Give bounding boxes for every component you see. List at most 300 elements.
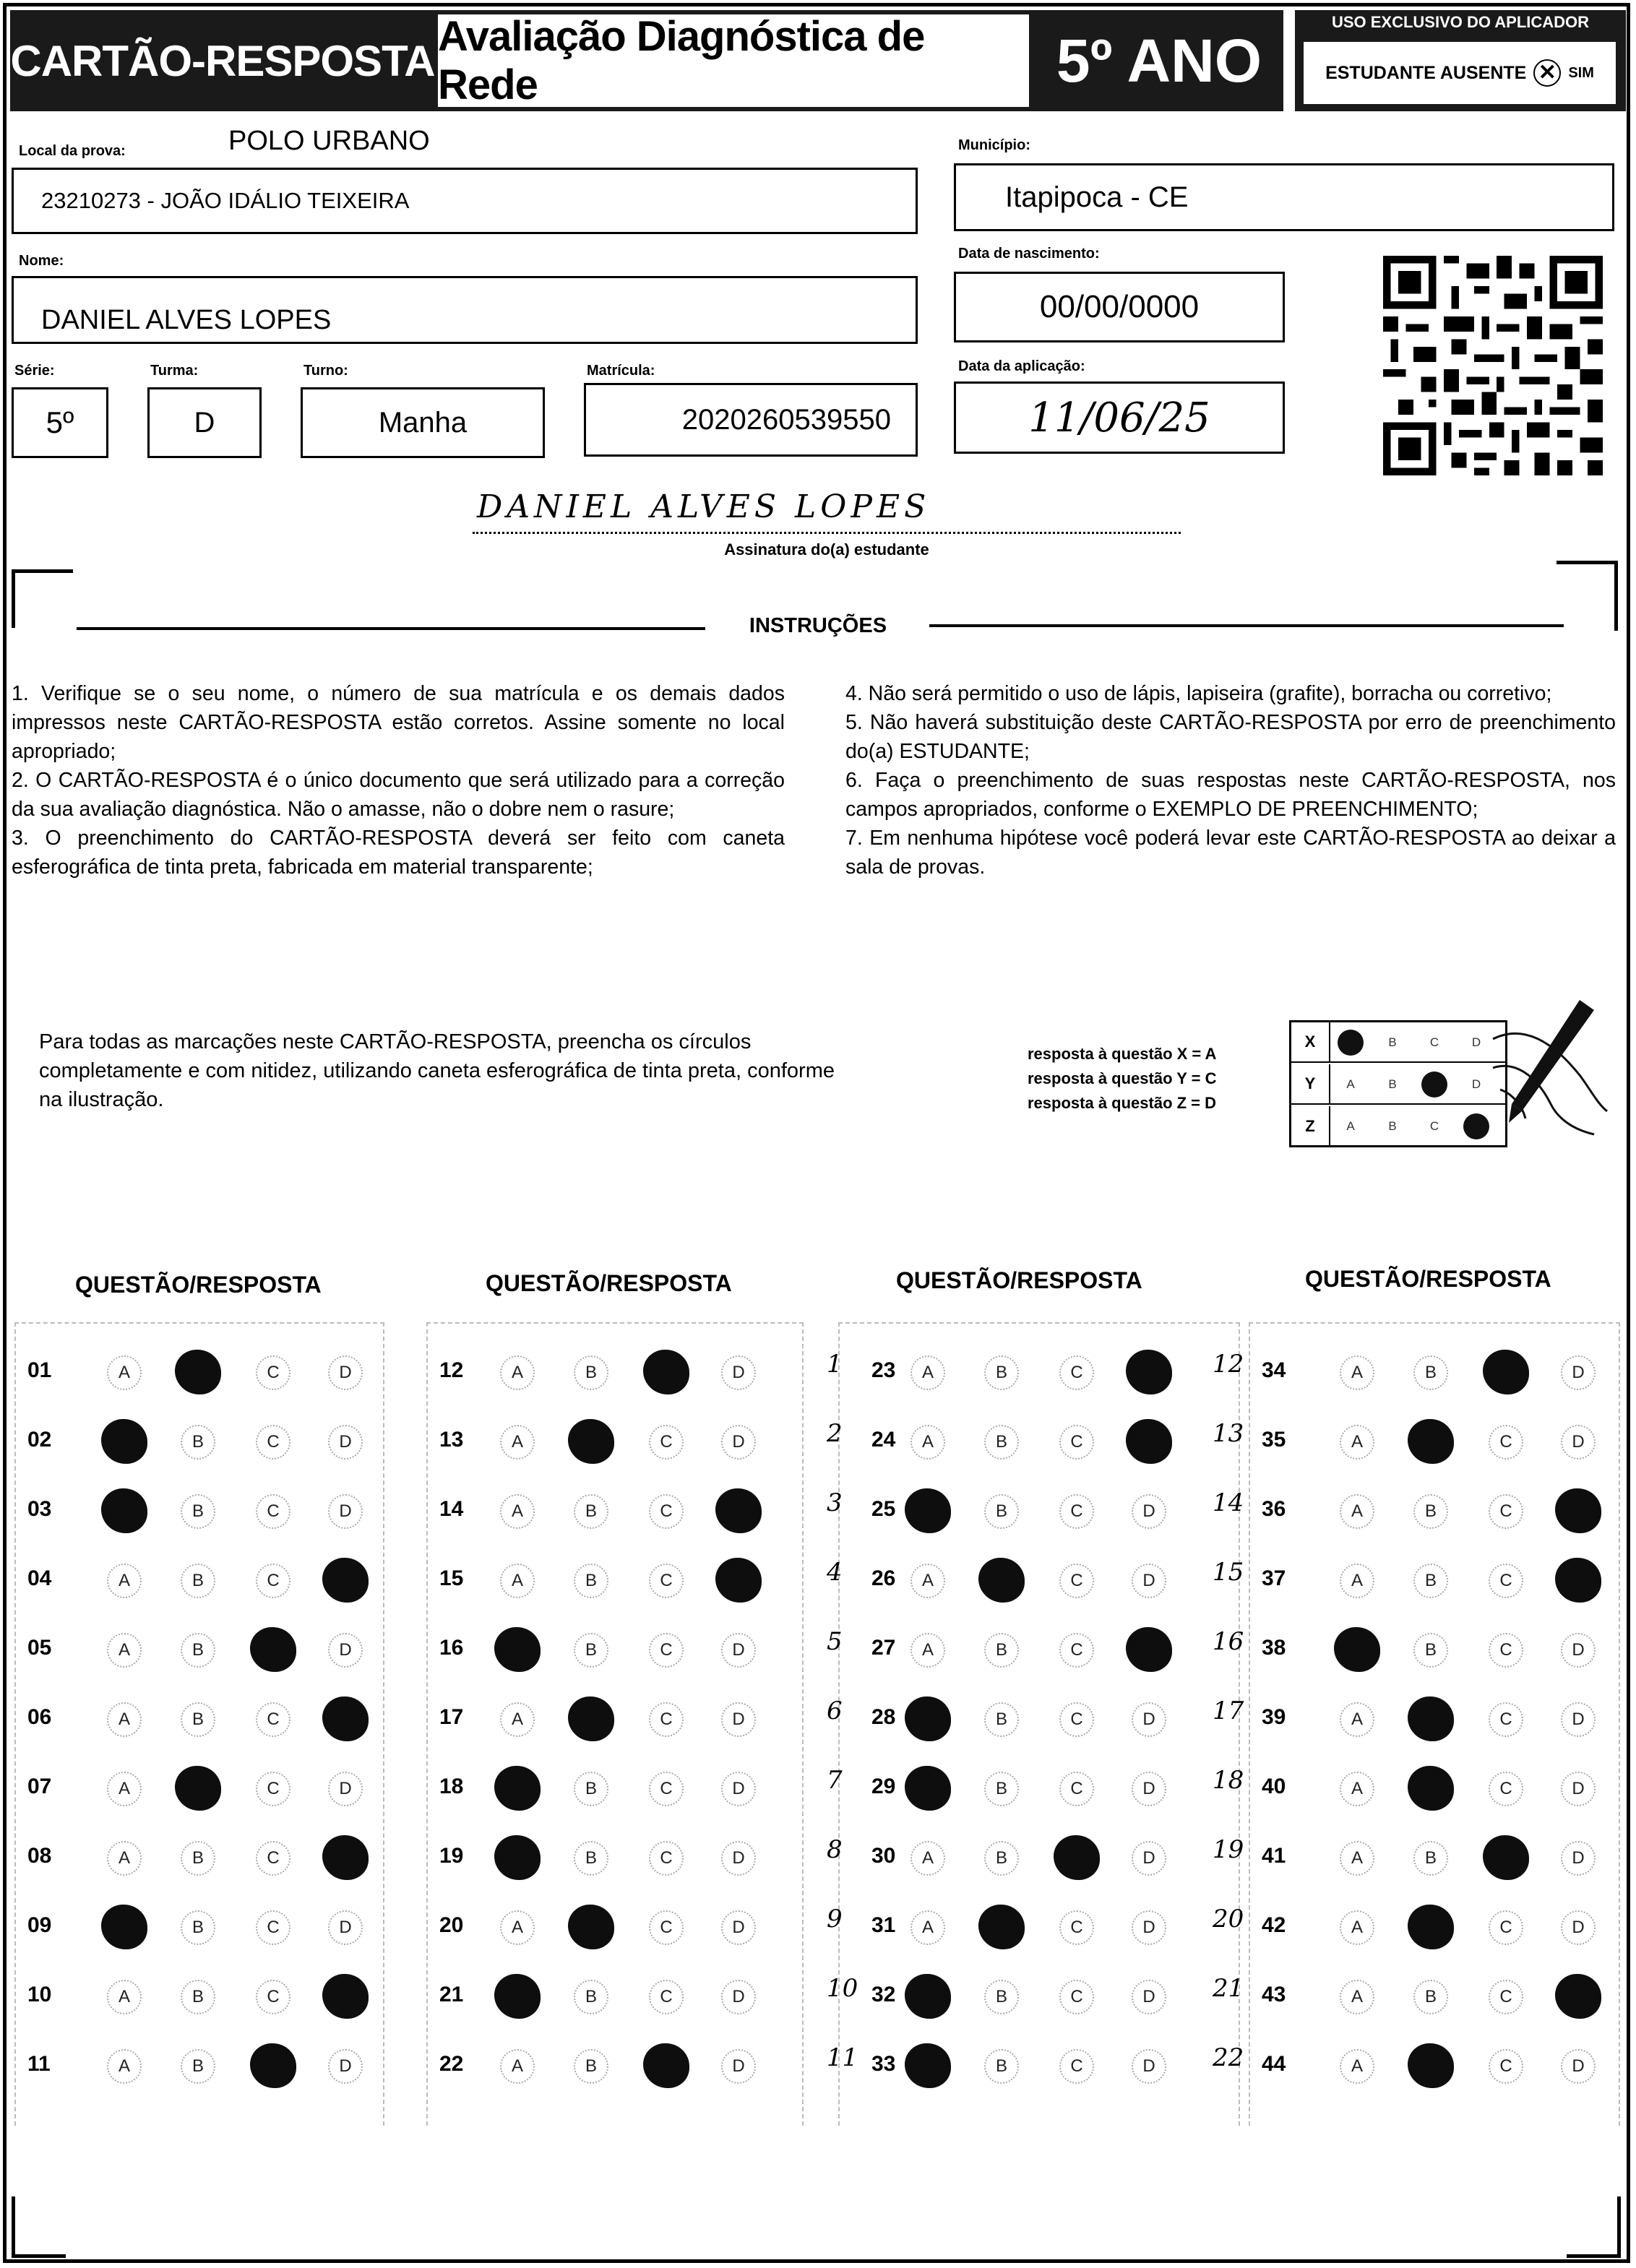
answer-bubble-a[interactable]: A — [107, 1772, 142, 1806]
question-number: 21 — [439, 1983, 464, 2006]
nome-field[interactable] — [12, 276, 918, 344]
answer-bubble-a[interactable]: A — [1340, 1980, 1374, 2014]
answer-bubble-c[interactable]: C — [1489, 1702, 1523, 1737]
question-number: 14 — [439, 1497, 464, 1521]
answer-bubble-a[interactable]: A — [910, 1841, 945, 1876]
answer-bubble-d[interactable]: D — [721, 1633, 756, 1668]
answer-bubble-b[interactable]: B — [574, 1772, 608, 1806]
answer-bubble-b[interactable]: B — [181, 2049, 215, 2084]
answer-bubble-a[interactable]: A — [1340, 2049, 1374, 2084]
answer-bubble-d[interactable]: D — [1132, 1910, 1166, 1945]
answer-bubble-c[interactable]: C — [1489, 1564, 1523, 1598]
question-row — [16, 1964, 386, 2033]
answer-bubble-c[interactable]: C — [1059, 1702, 1094, 1737]
nome-value: DANIEL ALVES LOPES — [41, 305, 332, 335]
question-number: 06 — [27, 1705, 52, 1729]
question-row — [428, 1617, 805, 1686]
answer-column — [1213, 1322, 1620, 2126]
answer-bubble-a[interactable]: A — [107, 1564, 142, 1598]
answer-bubble-d[interactable]: D — [1561, 1841, 1596, 1876]
answer-bubble-d[interactable]: D — [1132, 1772, 1166, 1806]
answer-bubble-d[interactable]: D — [1132, 2049, 1166, 2084]
answer-bubble-c[interactable]: C — [256, 1841, 290, 1876]
question-row — [428, 1548, 805, 1617]
answer-bubble-a[interactable] — [905, 1488, 951, 1533]
question-number: 42 — [1262, 1913, 1286, 1937]
pen-hand-icon — [1471, 996, 1609, 1140]
municipio-field[interactable] — [954, 163, 1614, 231]
answer-bubble-c[interactable]: C — [1489, 1772, 1523, 1806]
answer-bubble-b[interactable]: B — [1413, 1633, 1448, 1668]
answer-bubble-b[interactable] — [1408, 1905, 1454, 1949]
answer-bubble-d[interactable] — [1126, 1350, 1172, 1394]
answer-bubble-d[interactable]: D — [328, 1425, 363, 1459]
answer-bubble-d[interactable]: D — [328, 1772, 363, 1806]
answer-bubble-c[interactable]: C — [649, 1702, 684, 1737]
question-number: 31 — [871, 1913, 896, 1937]
answer-bubble-d[interactable]: D — [721, 1355, 756, 1390]
handwritten-number: 18 — [1213, 1766, 1244, 1795]
answer-column — [426, 1322, 804, 2126]
answer-bubble-b[interactable]: B — [574, 1633, 608, 1668]
answer-bubble-b[interactable]: B — [181, 1702, 215, 1737]
matricula-label: Matrícula: — [587, 363, 655, 379]
answer-bubble-b[interactable]: B — [181, 1980, 215, 2014]
answer-bubble-a[interactable]: A — [107, 1980, 142, 2014]
answer-bubble-a[interactable]: A — [1340, 1494, 1374, 1529]
handwritten-number: 1 — [827, 1350, 843, 1379]
handwritten-number: 6 — [827, 1696, 843, 1725]
absent-checkbox[interactable]: ✕ — [1533, 59, 1561, 87]
answer-bubble-b[interactable] — [175, 1350, 221, 1394]
answer-bubble-c[interactable]: C — [649, 1564, 684, 1598]
turno-field[interactable] — [301, 387, 545, 458]
instruction-3: 3. O preenchimento do CARTÃO-RESPOSTA deverá ser feito com caneta esferográfica de tinta preta, fabricada em material transparente; — [12, 827, 785, 879]
question-row — [1213, 1409, 1622, 1478]
answer-bubble-d[interactable]: D — [328, 1494, 363, 1529]
answer-bubble-d[interactable] — [1126, 1419, 1172, 1464]
answer-bubble-c[interactable]: C — [1489, 1910, 1523, 1945]
answer-bubble-a[interactable]: A — [910, 1564, 945, 1598]
question-number: 07 — [27, 1775, 52, 1798]
question-number: 38 — [1262, 1636, 1286, 1660]
answer-bubble-c[interactable]: C — [1489, 1980, 1523, 2014]
handwritten-number: 8 — [827, 1835, 843, 1864]
question-number: 09 — [27, 1913, 52, 1937]
answer-bubble-d[interactable] — [715, 1488, 762, 1533]
answer-bubble-b[interactable]: B — [574, 1355, 608, 1390]
question-row — [1213, 1756, 1622, 1825]
answer-bubble-a[interactable]: A — [107, 1841, 142, 1876]
answer-bubble-d[interactable]: D — [328, 2049, 363, 2084]
exam-title: Avaliação Diagnóstica de Rede — [438, 14, 1029, 107]
answer-bubble-c[interactable]: C — [649, 1910, 684, 1945]
handwritten-number: 10 — [827, 1974, 858, 2003]
answer-bubble-a[interactable]: A — [1340, 1564, 1374, 1598]
answer-bubble-a[interactable]: A — [500, 1910, 535, 1945]
handwritten-number: 21 — [1213, 1974, 1244, 2003]
answer-bubble-d[interactable] — [1555, 1974, 1601, 2019]
answer-bubble-d[interactable]: D — [1132, 1841, 1166, 1876]
municipio-value: Itapipoca - CE — [1005, 181, 1189, 213]
answer-bubble-b[interactable]: B — [984, 1633, 1019, 1668]
question-row — [16, 2033, 386, 2103]
answer-bubble-a[interactable] — [494, 1974, 541, 2019]
answer-bubble-a[interactable] — [101, 1488, 147, 1533]
question-number: 05 — [27, 1636, 52, 1660]
answer-bubble-a[interactable]: A — [107, 1633, 142, 1668]
question-number: 13 — [439, 1428, 464, 1452]
answer-bubble-b[interactable] — [175, 1766, 221, 1811]
answer-bubble-d[interactable]: D — [1561, 1910, 1596, 1945]
answer-bubble-d[interactable]: D — [721, 1980, 756, 2014]
question-row — [827, 1617, 1241, 1686]
answer-bubble-c[interactable]: C — [649, 1841, 684, 1876]
applicator-box — [1295, 10, 1626, 111]
answer-bubble-c[interactable] — [1483, 1835, 1529, 1880]
answer-bubble-c[interactable]: C — [1489, 1425, 1523, 1459]
question-row — [428, 1894, 805, 1964]
answer-bubble-d[interactable]: D — [1561, 1772, 1596, 1806]
question-number: 03 — [27, 1497, 52, 1521]
answer-bubble-a[interactable] — [101, 1905, 147, 1949]
handwritten-number: 19 — [1213, 1835, 1244, 1864]
answer-bubble-d[interactable]: D — [1561, 1633, 1596, 1668]
instruction-4: 4. Não será permitido o uso de lápis, lapiseira (grafite), borracha ou corretivo; — [845, 682, 1552, 705]
answer-bubble-b[interactable]: B — [984, 1355, 1019, 1390]
handwritten-number: 20 — [1213, 1905, 1244, 1933]
answer-bubble-d[interactable]: D — [328, 1633, 363, 1668]
handwritten-number: 16 — [1213, 1627, 1244, 1656]
answer-bubble-a[interactable]: A — [910, 1425, 945, 1459]
answer-bubble-d[interactable]: D — [721, 2049, 756, 2084]
answer-bubble-c[interactable]: C — [649, 1425, 684, 1459]
school-field[interactable] — [12, 168, 918, 234]
example-legend — [1028, 1042, 1216, 1116]
answer-bubble-b[interactable]: B — [181, 1841, 215, 1876]
serie-field[interactable] — [12, 387, 108, 458]
answer-bubble-a[interactable]: A — [910, 1355, 945, 1390]
turma-value: D — [194, 406, 215, 439]
legend-x: resposta à questão X = A — [1028, 1045, 1217, 1063]
answer-bubble-c[interactable]: C — [1489, 1494, 1523, 1529]
example-option-filled: C — [1421, 1072, 1447, 1098]
answer-bubble-b[interactable]: B — [984, 2049, 1019, 2084]
absent-yes: SIM — [1568, 64, 1594, 81]
answer-bubble-d[interactable]: D — [721, 1772, 756, 1806]
question-row — [827, 2033, 1241, 2103]
answer-bubble-b[interactable]: B — [1413, 1355, 1448, 1390]
question-number: 17 — [439, 1705, 464, 1729]
example-text: Para todas as marcações neste CARTÃO-RESPOSTA, preencha os círculos completamente e com nitidez, utilizando caneta esferográfica de tinta preta, conforme na ilustração. — [39, 1030, 835, 1111]
answer-bubble-b[interactable]: B — [574, 1841, 608, 1876]
answer-bubble-c[interactable]: C — [1059, 1980, 1094, 2014]
answer-bubble-b[interactable]: B — [574, 1564, 608, 1598]
answer-bubble-b[interactable]: B — [984, 1841, 1019, 1876]
question-row — [827, 1964, 1241, 2033]
answer-bubble-c[interactable] — [643, 2043, 689, 2088]
example-option: C — [1429, 1119, 1439, 1133]
section-title: QUESTÃO/RESPOSTA — [896, 1267, 1142, 1293]
answer-bubble-d[interactable] — [1126, 1627, 1172, 1672]
handwritten-number: 22 — [1213, 2043, 1244, 2072]
answer-bubble-c[interactable]: C — [1059, 1494, 1094, 1529]
turma-field[interactable] — [147, 387, 262, 458]
answer-bubble-a[interactable]: A — [500, 1355, 535, 1390]
answer-bubble-c[interactable]: C — [256, 1564, 290, 1598]
answer-bubble-a[interactable] — [905, 1974, 951, 2019]
answer-bubble-a[interactable] — [905, 1696, 951, 1741]
answer-bubble-a[interactable]: A — [1340, 1702, 1374, 1737]
card-title: CARTÃO-RESPOSTA — [10, 36, 435, 85]
answer-bubble-d[interactable] — [1555, 1558, 1601, 1603]
question-number: 01 — [27, 1358, 52, 1382]
instruction-1: 1. Verifique se o seu nome, o número de sua matrícula e os demais dados impressos neste CARTÃO-RESPOSTA estão corretos. Assine somente no local apropriado; — [12, 682, 785, 763]
answer-bubble-a[interactable]: A — [500, 1564, 535, 1598]
answer-bubble-c[interactable] — [1054, 1835, 1100, 1880]
answer-bubble-a[interactable]: A — [500, 2049, 535, 2084]
answer-bubble-a[interactable] — [494, 1835, 541, 1880]
turma-label: Turma: — [150, 363, 199, 379]
answer-bubble-d[interactable]: D — [328, 1910, 363, 1945]
answer-bubble-c[interactable]: C — [1059, 1564, 1094, 1598]
answer-bubble-c[interactable]: C — [1489, 1633, 1523, 1668]
answer-bubble-c[interactable]: C — [1059, 1772, 1094, 1806]
answer-bubble-d[interactable]: D — [721, 1702, 756, 1737]
legend-z: resposta à questão Z = D — [1028, 1094, 1217, 1112]
question-row — [1213, 1548, 1622, 1617]
question-number: 34 — [1262, 1358, 1286, 1382]
answer-bubble-d[interactable]: D — [1132, 1494, 1166, 1529]
aplicacao-label: Data da aplicação: — [958, 358, 1085, 374]
answer-bubble-c[interactable]: C — [1059, 1633, 1094, 1668]
question-row — [428, 1340, 805, 1409]
answer-bubble-d[interactable]: D — [721, 1841, 756, 1876]
instructions-left — [12, 679, 785, 881]
answer-bubble-b[interactable]: B — [574, 2049, 608, 2084]
question-number: 24 — [871, 1428, 896, 1452]
signature: DANIEL ALVES LOPES — [477, 488, 931, 525]
answer-bubble-b[interactable] — [568, 1905, 614, 1949]
question-number: 30 — [871, 1844, 896, 1868]
answer-bubble-b[interactable]: B — [181, 1910, 215, 1945]
answer-bubble-b[interactable] — [1408, 2043, 1454, 2088]
answer-bubble-b[interactable]: B — [984, 1702, 1019, 1737]
question-number: 18 — [439, 1775, 464, 1798]
answer-bubble-a[interactable]: A — [500, 1494, 535, 1529]
question-row — [1213, 1686, 1622, 1756]
answer-bubble-b[interactable]: B — [181, 1494, 215, 1529]
turno-value: Manha — [378, 406, 468, 439]
answer-bubble-b[interactable]: B — [1413, 1980, 1448, 2014]
answer-bubble-b[interactable]: B — [181, 1564, 215, 1598]
answer-bubble-b[interactable]: B — [181, 1425, 215, 1459]
question-number: 16 — [439, 1636, 464, 1660]
answer-bubble-d[interactable] — [322, 1558, 369, 1603]
answer-bubble-b[interactable]: B — [574, 1494, 608, 1529]
answer-bubble-a[interactable]: A — [500, 1425, 535, 1459]
answer-bubble-b[interactable]: B — [984, 1425, 1019, 1459]
answer-bubble-d[interactable] — [715, 1558, 762, 1603]
answer-column — [14, 1322, 384, 2126]
question-number: 43 — [1262, 1983, 1286, 2006]
signature-label: Assinatura do(a) estudante — [724, 540, 929, 559]
answer-bubble-c[interactable] — [643, 1350, 689, 1394]
answer-bubble-c[interactable]: C — [256, 1980, 290, 2014]
answer-bubble-a[interactable] — [494, 1766, 541, 1811]
answer-bubble-c[interactable] — [250, 2043, 296, 2088]
answer-bubble-a[interactable] — [101, 1419, 147, 1464]
question-row — [16, 1825, 386, 1894]
question-number: 19 — [439, 1844, 464, 1868]
answer-bubble-c[interactable]: C — [1059, 1355, 1094, 1390]
answer-bubble-d[interactable]: D — [1132, 1980, 1166, 2014]
answer-bubble-c[interactable]: C — [256, 1910, 290, 1945]
answer-bubble-a[interactable]: A — [1340, 1355, 1374, 1390]
answer-bubble-b[interactable]: B — [984, 1980, 1019, 2014]
example-q: X — [1291, 1022, 1330, 1061]
aplicacao-value: 11/06/25 — [1028, 394, 1210, 441]
answer-bubble-b[interactable] — [1408, 1766, 1454, 1811]
question-row — [16, 1409, 386, 1478]
answer-bubble-b[interactable]: B — [984, 1494, 1019, 1529]
aplicacao-field[interactable] — [954, 381, 1285, 454]
handwritten-number: 5 — [827, 1627, 843, 1656]
answer-bubble-c[interactable]: C — [1059, 2049, 1094, 2084]
answer-bubble-a[interactable] — [494, 1627, 541, 1672]
question-number: 20 — [439, 1913, 464, 1937]
handwritten-number: 4 — [827, 1558, 843, 1587]
answer-bubble-c[interactable] — [250, 1627, 296, 1672]
answer-bubble-c[interactable]: C — [256, 1702, 290, 1737]
answer-bubble-d[interactable]: D — [1561, 1702, 1596, 1737]
answer-bubble-a[interactable]: A — [1340, 1841, 1374, 1876]
nascimento-field[interactable] — [954, 272, 1285, 342]
question-row — [428, 1825, 805, 1894]
answer-bubble-b[interactable]: B — [1413, 1841, 1448, 1876]
answer-bubble-d[interactable] — [1555, 1488, 1601, 1533]
header — [10, 10, 1626, 116]
answer-bubble-b[interactable]: B — [984, 1772, 1019, 1806]
example-option: D — [1471, 1077, 1481, 1091]
answer-bubble-c[interactable]: C — [1489, 2049, 1523, 2084]
answer-bubble-c[interactable]: C — [649, 1772, 684, 1806]
answer-bubble-d[interactable] — [322, 1696, 369, 1741]
answer-bubble-a[interactable]: A — [1340, 1425, 1374, 1459]
question-row — [827, 1548, 1241, 1617]
answer-bubble-d[interactable]: D — [328, 1355, 363, 1390]
handwritten-number: 3 — [827, 1488, 843, 1517]
answer-bubble-a[interactable]: A — [107, 1702, 142, 1737]
question-number: 08 — [27, 1844, 52, 1868]
answer-bubble-a[interactable]: A — [910, 1910, 945, 1945]
answer-bubble-c[interactable]: C — [649, 1633, 684, 1668]
example-option: D — [1471, 1035, 1481, 1049]
handwritten-number: 17 — [1213, 1696, 1244, 1725]
answer-bubble-b[interactable] — [978, 1558, 1025, 1603]
answer-bubble-a[interactable] — [1334, 1627, 1380, 1672]
answer-bubble-d[interactable]: D — [1561, 1425, 1596, 1459]
question-row — [827, 1756, 1241, 1825]
local-label: Local da prova: — [19, 143, 126, 159]
answer-bubble-a[interactable]: A — [107, 1355, 142, 1390]
answer-bubble-a[interactable]: A — [1340, 1772, 1374, 1806]
answer-bubble-a[interactable]: A — [1340, 1910, 1374, 1945]
answer-bubble-b[interactable]: B — [181, 1633, 215, 1668]
answer-column — [827, 1322, 1240, 2126]
question-number: 37 — [1262, 1566, 1286, 1590]
answer-bubble-d[interactable]: D — [721, 1910, 756, 1945]
question-row — [428, 1478, 805, 1548]
question-row — [428, 1756, 805, 1825]
answer-bubble-b[interactable]: B — [1413, 1564, 1448, 1598]
answer-bubble-c[interactable]: C — [256, 1494, 290, 1529]
answer-bubble-d[interactable]: D — [721, 1425, 756, 1459]
question-row — [16, 1894, 386, 1964]
question-row — [1213, 1825, 1622, 1894]
answer-bubble-d[interactable] — [322, 1974, 369, 2019]
answer-bubble-b[interactable]: B — [1413, 1494, 1448, 1529]
serie-label: Série: — [14, 363, 55, 379]
question-row — [1213, 1964, 1622, 2033]
answer-bubble-d[interactable]: D — [1561, 2049, 1596, 2084]
answer-bubble-b[interactable] — [568, 1419, 614, 1464]
matricula-value: 2020260539550 — [681, 403, 891, 436]
question-row — [16, 1548, 386, 1617]
answer-bubble-c[interactable]: C — [256, 1355, 290, 1390]
school-value: 23210273 - JOÃO IDÁLIO TEIXEIRA — [41, 188, 410, 213]
answer-bubble-c[interactable]: C — [649, 1494, 684, 1529]
answer-bubble-c[interactable]: C — [256, 1425, 290, 1459]
answer-bubble-a[interactable] — [905, 1766, 951, 1811]
answer-bubble-d[interactable]: D — [1132, 1564, 1166, 1598]
answer-bubble-c[interactable] — [1483, 1350, 1529, 1394]
question-number: 41 — [1262, 1844, 1286, 1868]
matricula-field[interactable] — [584, 383, 918, 457]
answer-bubble-d[interactable]: D — [1132, 1702, 1166, 1737]
question-row — [16, 1756, 386, 1825]
instruction-2: 2. O CARTÃO-RESPOSTA é o único documento que será utilizado para a correção da sua avaliação diagnóstica. Não o amasse, não o dobre nem o rasure; — [12, 769, 785, 821]
answer-bubble-b[interactable] — [1408, 1419, 1454, 1464]
corner-bottom-right — [1567, 2196, 1621, 2258]
question-row — [1213, 1894, 1622, 1964]
answer-bubble-d[interactable] — [322, 1835, 369, 1880]
legend-y: resposta à questão Y = C — [1028, 1069, 1217, 1087]
answer-bubble-a[interactable]: A — [107, 2049, 142, 2084]
applicator-title: USO EXCLUSIVO DO APLICADOR — [1331, 13, 1590, 31]
answer-bubble-b[interactable]: B — [574, 1980, 608, 2014]
answer-bubble-a[interactable]: A — [500, 1702, 535, 1737]
answer-bubble-b[interactable] — [568, 1696, 614, 1741]
question-number: 10 — [27, 1983, 52, 2006]
answer-bubble-c[interactable]: C — [649, 1980, 684, 2014]
question-row — [428, 1409, 805, 1478]
answer-bubble-c[interactable]: C — [1059, 1425, 1094, 1459]
absent-field[interactable] — [1304, 42, 1616, 104]
example-q: Y — [1291, 1064, 1330, 1103]
question-number: 15 — [439, 1566, 464, 1590]
answer-bubble-c[interactable]: C — [256, 1772, 290, 1806]
answer-bubble-a[interactable]: A — [910, 1633, 945, 1668]
answer-bubble-c[interactable]: C — [1059, 1910, 1094, 1945]
answer-bubble-a[interactable] — [905, 2043, 951, 2088]
answer-bubble-b[interactable] — [1408, 1696, 1454, 1741]
answer-bubble-b[interactable] — [978, 1905, 1025, 1949]
question-number: 33 — [871, 2052, 896, 2076]
answer-bubble-d[interactable]: D — [1561, 1355, 1596, 1390]
serie-value: 5º — [46, 405, 74, 439]
example-option: A — [1346, 1119, 1355, 1133]
